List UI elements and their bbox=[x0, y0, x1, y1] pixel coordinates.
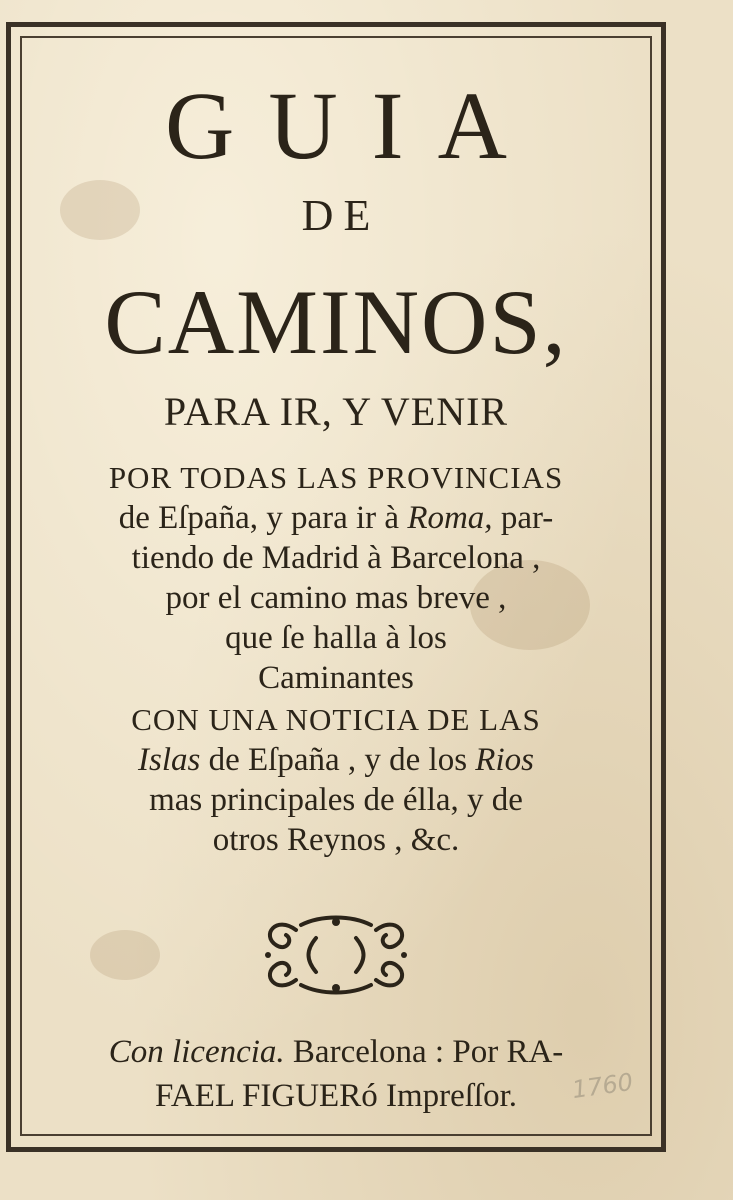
text-line: que ſe halla à los bbox=[225, 620, 447, 656]
text-line: CON UNA NOTICIA DE LAS bbox=[131, 702, 541, 737]
text-run-italic: Roma, bbox=[407, 500, 493, 536]
text-run: de Eſpaña , y de los bbox=[200, 742, 476, 778]
text-run-italic: Con licencia. bbox=[108, 1034, 285, 1070]
text-line: Caminantes bbox=[258, 660, 414, 696]
title-caminos: CAMINOS, bbox=[104, 271, 568, 373]
text-line: POR TODAS LAS PROVINCIAS bbox=[108, 460, 564, 495]
description-block-provinces bbox=[26, 458, 646, 698]
text-line: FAEL FIGUERó Impreſſor. bbox=[154, 1078, 518, 1114]
text-line: por el camino mas breve , bbox=[165, 580, 507, 616]
text-line bbox=[26, 498, 646, 538]
text-line bbox=[26, 740, 646, 780]
title-page-content bbox=[26, 40, 646, 1130]
text-line: mas principales de élla, y de bbox=[149, 782, 523, 818]
text-line: tiendo de Madrid à Barcelona , bbox=[131, 540, 541, 576]
handwritten-date-note: 1760 bbox=[570, 1067, 635, 1105]
scroll-fleuron-icon bbox=[256, 910, 416, 1000]
text-run-italic: Rios bbox=[475, 742, 534, 778]
subtitle: PARA IR, Y VENIR bbox=[163, 389, 509, 434]
text-line bbox=[26, 1030, 646, 1074]
title-de: DE bbox=[301, 191, 381, 240]
description-block-islands bbox=[26, 700, 646, 860]
imprint bbox=[26, 1030, 646, 1118]
text-run: par- bbox=[492, 500, 554, 536]
text-line: otros Reynos , &c. bbox=[212, 822, 460, 858]
title-guia: GUIA bbox=[165, 72, 541, 179]
text-run: Barcelona : Por RA- bbox=[284, 1034, 564, 1070]
text-run-italic: Islas bbox=[138, 742, 201, 778]
text-run: de Eſpaña, y para ir à bbox=[118, 500, 408, 536]
